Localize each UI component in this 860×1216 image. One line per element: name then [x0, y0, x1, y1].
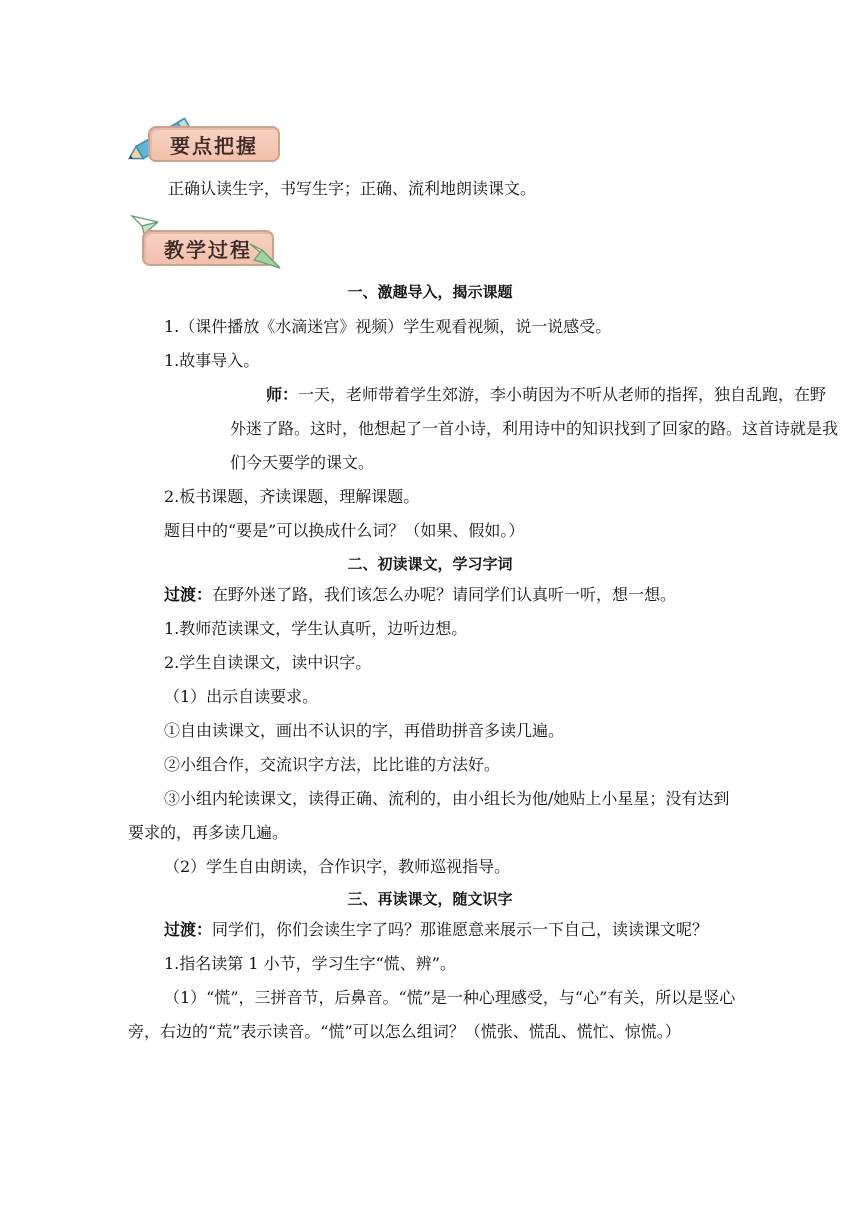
section-3-heading: 三、再读课文，随文识字: [347, 890, 513, 908]
paragraph: ③小组内轮读课文，读得正确、流利的，由小组长为他/她贴上小星星；没有达到要求的，再多读几遍。: [128, 789, 730, 842]
paragraph: 1.故事导入。: [164, 351, 260, 370]
paragraph: 1.指名读第 1 小节，学习生字“慌、辨”。: [164, 954, 456, 973]
section-1-heading: 一、激趣导入，揭示课题: [347, 283, 513, 301]
paragraph-text: 同学们，你们会读生字了吗？那谁愿意来展示一下自己，读读课文呢？: [212, 920, 709, 939]
paragraph: [128, 378, 841, 480]
section-2-heading: 二、初读课文，学习字词: [347, 555, 513, 573]
paragraph: （2）学生自由朗读，合作识字，教师巡视指导。: [164, 857, 511, 876]
transition-label: 过渡：: [164, 585, 213, 604]
section-3-body: [128, 913, 739, 1049]
paragraph: （1）出示自读要求。: [164, 687, 319, 706]
section-2-body: [128, 578, 739, 884]
paragraph: 1.教师范读课文，学生认真听，边听边想。: [164, 619, 468, 638]
key-points-label-box: [148, 126, 280, 162]
paragraph: 2.板书课题，齐读课题，理解课题。: [164, 487, 420, 506]
teaching-process-badge: [130, 212, 280, 272]
transition-label: 过渡：: [164, 920, 213, 939]
paragraph: ②小组合作，交流识字方法，比比谁的方法好。: [164, 755, 501, 774]
intro-text: 正确认读生字，书写生字；正确、流利地朗读课文。: [168, 179, 537, 198]
paragraph-text: 一天，老师带着学生郊游，李小萌因为不听从老师的指挥，独自乱跑，在野外迷了路。这时，他想起了一首小诗，利用诗中的知识找到了回家的路。这首诗就是我们今天要学的课文。: [230, 385, 839, 472]
teaching-process-label: 教学过程: [164, 237, 252, 262]
key-points-label: 要点把握: [170, 133, 258, 158]
speaker-label: 师：: [266, 385, 299, 404]
paragraph: [128, 913, 739, 947]
key-points-badge: [128, 118, 278, 164]
paragraph: 2.学生自读课文，读中识字。: [164, 653, 372, 672]
paragraph: ①自由读课文，画出不认识的字，再借助拼音多读几遍。: [164, 721, 565, 740]
paragraph: [128, 578, 739, 612]
paragraph: 题目中的“要是”可以换成什么词？（如果、假如。）: [164, 521, 525, 540]
paragraph: 1.（课件播放《水滴迷宫》视频）学生观看视频，说一说感受。: [164, 317, 612, 336]
paragraph-text: 在野外迷了路，我们该怎么办呢？请同学们认真听一听，想一想。: [212, 585, 677, 604]
section-1-body: [164, 310, 839, 548]
paragraph: （1）“慌”，三拼音节，后鼻音。“慌”是一种心理感受，与“心”有关，所以是竖心旁，右边的“荒”表示读音。“慌”可以怎么组词？（慌张、慌乱、慌忙、惊慌。）: [128, 988, 736, 1041]
paper-plane-icon: [248, 238, 282, 272]
